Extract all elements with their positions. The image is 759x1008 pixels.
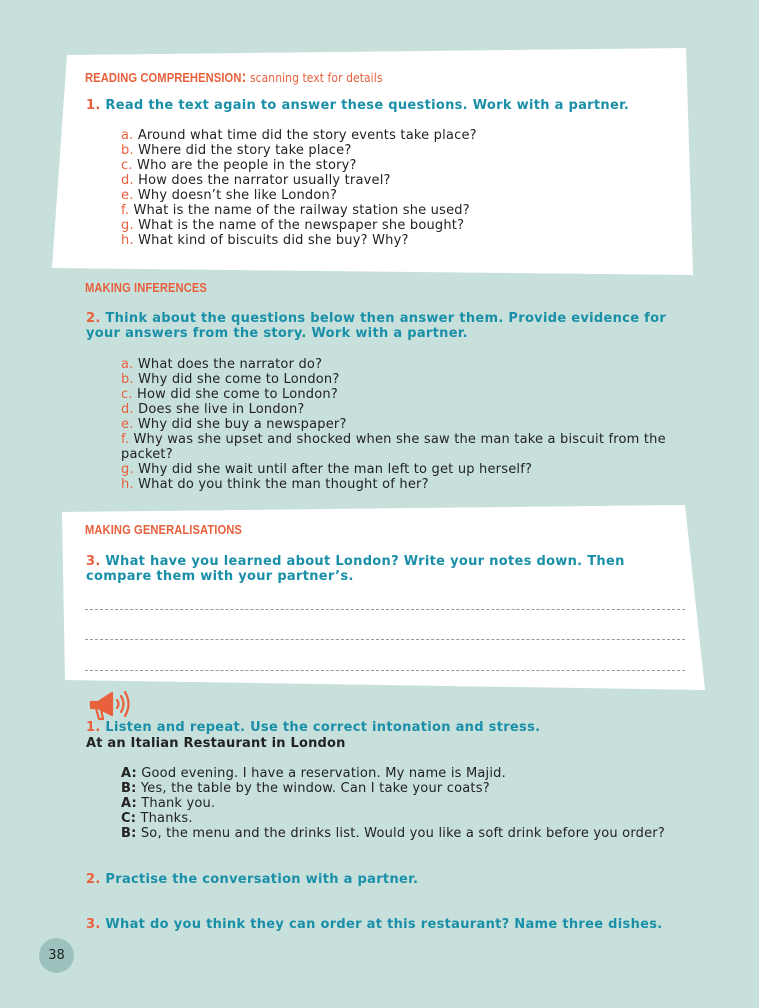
- listening-question-2: 2. Practise the conversation with a partner.: [86, 872, 419, 887]
- list-item: c. How did she come to London?: [121, 387, 338, 402]
- dialogue-title: At an Italian Restaurant in London: [86, 736, 346, 751]
- listening-question-1: 1. Listen and repeat. Use the correct intonation and stress.: [86, 720, 541, 735]
- making-generalisations-heading: MAKING GENERALISATIONS: [85, 522, 242, 537]
- dialogue-line: B: Yes, the table by the window. Can I take your coats?: [121, 781, 490, 796]
- list-item: c. Who are the people in the story?: [121, 158, 357, 173]
- notes-line-1[interactable]: [85, 609, 685, 610]
- making-inferences-heading: MAKING INFERENCES: [85, 280, 207, 295]
- notes-line-3[interactable]: [85, 670, 685, 671]
- dialogue: [121, 766, 665, 841]
- question-3: 3. What have you learned about London? Write your notes down. Then compare them with your partner’s.: [86, 554, 625, 584]
- list-item: f. What is the name of the railway station she used?: [121, 203, 470, 218]
- question-1-list: [121, 128, 477, 248]
- list-item: g. Why did she wait until after the man left to get up herself?: [121, 462, 533, 477]
- list-item: h. What do you think the man thought of her?: [121, 477, 429, 492]
- list-item: f. Why was she upset and shocked when she saw the man take a biscuit from the packet?: [121, 432, 666, 462]
- list-item: a. Around what time did the story events take place?: [121, 128, 477, 143]
- list-item: a. What does the narrator do?: [121, 357, 323, 372]
- notes-line-2[interactable]: [85, 639, 685, 640]
- question-2: 2. Think about the questions below then answer them. Provide evidence for your answers from the story. Work with a partner.: [86, 311, 667, 341]
- question-2-list: [121, 357, 681, 492]
- megaphone-icon: [88, 688, 132, 722]
- dialogue-line: A: Good evening. I have a reservation. My name is Majid.: [121, 766, 506, 781]
- list-item: g. What is the name of the newspaper she bought?: [121, 218, 465, 233]
- reading-comprehension-heading: READING COMPREHENSION: scanning text for details: [85, 67, 383, 86]
- list-item: d. How does the narrator usually travel?: [121, 173, 391, 188]
- list-item: e. Why did she buy a newspaper?: [121, 417, 347, 432]
- listening-question-3: 3. What do you think they can order at this restaurant? Name three dishes.: [86, 917, 663, 932]
- list-item: b. Why did she come to London?: [121, 372, 340, 387]
- page-number: 38: [39, 938, 74, 973]
- list-item: d. Does she live in London?: [121, 402, 305, 417]
- list-item: b. Where did the story take place?: [121, 143, 352, 158]
- list-item: e. Why doesn’t she like London?: [121, 188, 338, 203]
- dialogue-line: C: Thanks.: [121, 811, 193, 826]
- list-item: h. What kind of biscuits did she buy? Why?: [121, 233, 409, 248]
- dialogue-line: A: Thank you.: [121, 796, 216, 811]
- dialogue-line: B: So, the menu and the drinks list. Would you like a soft drink before you order?: [121, 826, 665, 841]
- question-1: 1. Read the text again to answer these questions. Work with a partner.: [86, 98, 630, 113]
